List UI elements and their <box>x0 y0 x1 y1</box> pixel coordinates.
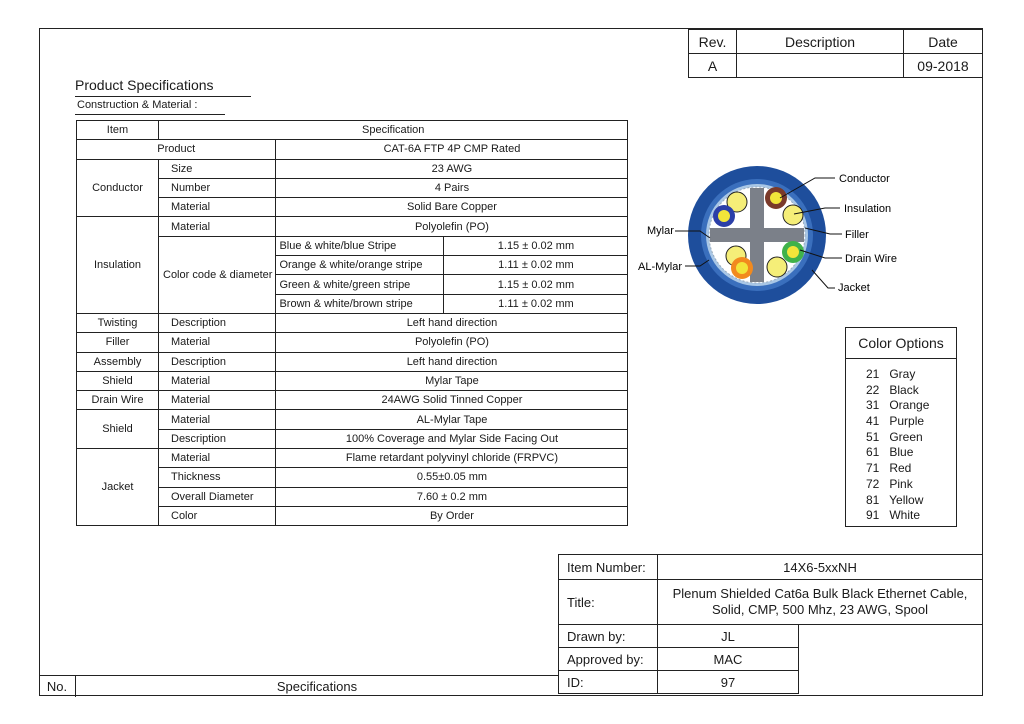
id-label: ID: <box>559 671 658 694</box>
twisting-label: Twisting <box>77 313 159 332</box>
jacket-color-value: By Order <box>276 506 628 525</box>
color-name: Green <box>889 429 923 444</box>
shield-description-value: 100% Coverage and Mylar Side Facing Out <box>276 429 628 448</box>
table-row <box>77 313 628 332</box>
table-row <box>77 178 628 197</box>
footer-row <box>39 675 559 697</box>
conductor-callout: Conductor <box>839 173 890 185</box>
jacket-diameter-value: 7.60 ± 0.2 mm <box>276 487 628 506</box>
table-row <box>77 159 628 178</box>
list-item <box>866 445 956 461</box>
pair-name: Blue & white/blue Stripe <box>276 236 444 255</box>
list-item <box>866 493 956 509</box>
title-line-1: Plenum Shielded Cat6a Bulk Black Ethernet Cable, <box>672 586 968 601</box>
color-code: 21 <box>866 367 880 381</box>
list-item <box>866 461 956 477</box>
color-name: White <box>889 508 921 523</box>
drawn-by-label: Drawn by: <box>559 625 658 648</box>
list-item <box>866 508 956 524</box>
table-row <box>77 140 628 159</box>
description-header: Description <box>737 30 904 54</box>
filler-value: Polyolefin (PO) <box>276 333 628 352</box>
drain-wire-callout: Drain Wire <box>845 253 897 265</box>
list-item <box>866 414 956 430</box>
shield-description-label: Description <box>159 429 276 448</box>
color-name: Orange <box>889 398 930 413</box>
subtitle-underline <box>75 114 225 115</box>
color-code: 61 <box>866 445 880 460</box>
table-row <box>77 468 628 487</box>
rev-value: A <box>689 54 737 78</box>
jacket-material-label: Material <box>159 449 276 468</box>
table-row <box>559 555 983 580</box>
table-row <box>77 487 628 506</box>
color-name: Purple <box>889 414 925 429</box>
jacket-color-label: Color <box>159 506 276 525</box>
id-value: 97 <box>658 671 799 694</box>
pair-diameter: 1.15 ± 0.02 mm <box>444 275 628 294</box>
revision-table <box>688 29 983 78</box>
conductor-material-value: Solid Bare Copper <box>276 198 628 217</box>
conductor-size-value: 23 AWG <box>276 159 628 178</box>
drain-wire-sub: Material <box>159 391 276 410</box>
drain-wire-value: 24AWG Solid Tinned Copper <box>276 391 628 410</box>
color-code: 81 <box>866 492 880 507</box>
item-number-label: Item Number: <box>559 555 658 580</box>
cable-cross-section-diagram <box>630 160 930 310</box>
table-row <box>77 217 628 236</box>
page-subtitle: Construction & Material : <box>77 99 198 111</box>
table-row <box>559 625 983 648</box>
title-label: Title: <box>559 580 658 625</box>
jacket-label: Jacket <box>77 449 159 526</box>
filler-callout: Filler <box>845 229 869 241</box>
date-value: 09-2018 <box>904 54 983 78</box>
date-header: Date <box>904 30 983 54</box>
shield-material-label: Material <box>159 410 276 429</box>
table-row <box>77 449 628 468</box>
title-block-table <box>558 554 983 694</box>
insulation-material-value: Polyolefin (PO) <box>276 217 628 236</box>
conductor-label: Conductor <box>77 159 159 217</box>
spec-table <box>76 120 628 526</box>
filler-cross-horizontal <box>710 228 804 242</box>
conductor-core <box>736 262 748 274</box>
specification-header: Specification <box>159 121 628 140</box>
jacket-thickness-label: Thickness <box>159 468 276 487</box>
shield-label: Shield <box>77 410 159 449</box>
list-item <box>866 477 956 493</box>
color-options-title: Color Options <box>846 328 956 359</box>
color-code: 51 <box>866 429 880 444</box>
color-name: Gray <box>889 367 916 381</box>
conductor-size-label: Size <box>159 159 276 178</box>
color-code: 91 <box>866 508 880 523</box>
item-number-value: 14X6-5xxNH <box>658 555 983 580</box>
drain-wire-label: Drain Wire <box>77 391 159 410</box>
filler-label: Filler <box>77 333 159 352</box>
approved-by-value: MAC <box>658 648 799 671</box>
conductor <box>767 257 787 277</box>
page-title: Product Specifications <box>75 77 214 93</box>
assembly-label: Assembly <box>77 352 159 371</box>
table-row <box>77 198 628 217</box>
list-item <box>866 383 956 399</box>
drawn-by-value: JL <box>658 625 799 648</box>
table-row <box>559 580 983 625</box>
table-row <box>77 429 628 448</box>
rev-header: Rev. <box>689 30 737 54</box>
mylar-callout: Mylar <box>647 225 674 237</box>
assembly-value: Left hand direction <box>276 352 628 371</box>
table-row <box>77 391 628 410</box>
pair-name: Orange & white/orange stripe <box>276 256 444 275</box>
pair-diameter: 1.15 ± 0.02 mm <box>444 236 628 255</box>
conductor <box>783 205 803 225</box>
title-line-2: Solid, CMP, 500 Mhz, 23 AWG, Spool <box>711 602 929 617</box>
color-code: 41 <box>866 414 880 429</box>
color-name: Red <box>889 461 912 476</box>
conductor-core <box>718 210 730 222</box>
color-name: Black <box>889 382 919 397</box>
jacket-diameter-label: Overall Diameter <box>159 487 276 506</box>
insulation-label: Insulation <box>77 217 159 313</box>
conductor-material-label: Material <box>159 198 276 217</box>
insulation-material-label: Material <box>159 217 276 236</box>
color-options-list <box>866 367 956 524</box>
jacket-material-value: Flame retardant polyvinyl chloride (FRPVC) <box>276 449 628 468</box>
assembly-sub: Description <box>159 352 276 371</box>
shield-material-value: AL-Mylar Tape <box>276 410 628 429</box>
pair-name: Brown & white/brown stripe <box>276 294 444 313</box>
shield-sub: Material <box>159 371 276 390</box>
jacket-thickness-value: 0.55±0.05 mm <box>276 468 628 487</box>
color-code-label: Color code & diameter <box>159 236 276 313</box>
product-label: Product <box>77 140 276 159</box>
list-item <box>866 398 956 414</box>
al-mylar-callout: AL-Mylar <box>638 261 683 273</box>
twisting-value: Left hand direction <box>276 313 628 332</box>
filler-sub: Material <box>159 333 276 352</box>
twisting-sub: Description <box>159 313 276 332</box>
table-row <box>77 236 628 255</box>
color-name: Pink <box>889 476 913 491</box>
conductor-number-value: 4 Pairs <box>276 178 628 197</box>
blank-cell <box>799 625 983 694</box>
color-code: 71 <box>866 461 880 476</box>
title-underline <box>75 96 251 97</box>
product-value: CAT-6A FTP 4P CMP Rated <box>276 140 628 159</box>
color-code: 31 <box>866 398 880 413</box>
pair-diameter: 1.11 ± 0.02 mm <box>444 256 628 275</box>
color-options-box <box>845 327 957 527</box>
table-row <box>77 410 628 429</box>
table-row <box>77 121 628 140</box>
list-item <box>866 367 956 383</box>
table-row <box>77 333 628 352</box>
jacket-callout: Jacket <box>838 282 870 294</box>
conductor-core <box>787 246 799 258</box>
color-name: Blue <box>889 445 914 460</box>
conductor-number-label: Number <box>159 178 276 197</box>
pair-name: Green & white/green stripe <box>276 275 444 294</box>
list-item <box>866 430 956 446</box>
color-code: 72 <box>866 476 880 491</box>
footer-specifications: Specifications <box>276 679 358 694</box>
pair-diameter: 1.11 ± 0.02 mm <box>444 294 628 313</box>
table-row <box>77 506 628 525</box>
shield-value: Mylar Tape <box>276 371 628 390</box>
approved-by-label: Approved by: <box>559 648 658 671</box>
item-header: Item <box>77 121 159 140</box>
color-code: 22 <box>866 382 880 397</box>
color-name: Yellow <box>889 492 924 507</box>
table-row <box>77 371 628 390</box>
shield-label: Shield <box>77 371 159 390</box>
table-row <box>77 352 628 371</box>
insulation-callout: Insulation <box>844 203 892 215</box>
footer-no: No. <box>39 676 76 697</box>
title-value <box>658 580 983 625</box>
description-value <box>737 54 904 78</box>
